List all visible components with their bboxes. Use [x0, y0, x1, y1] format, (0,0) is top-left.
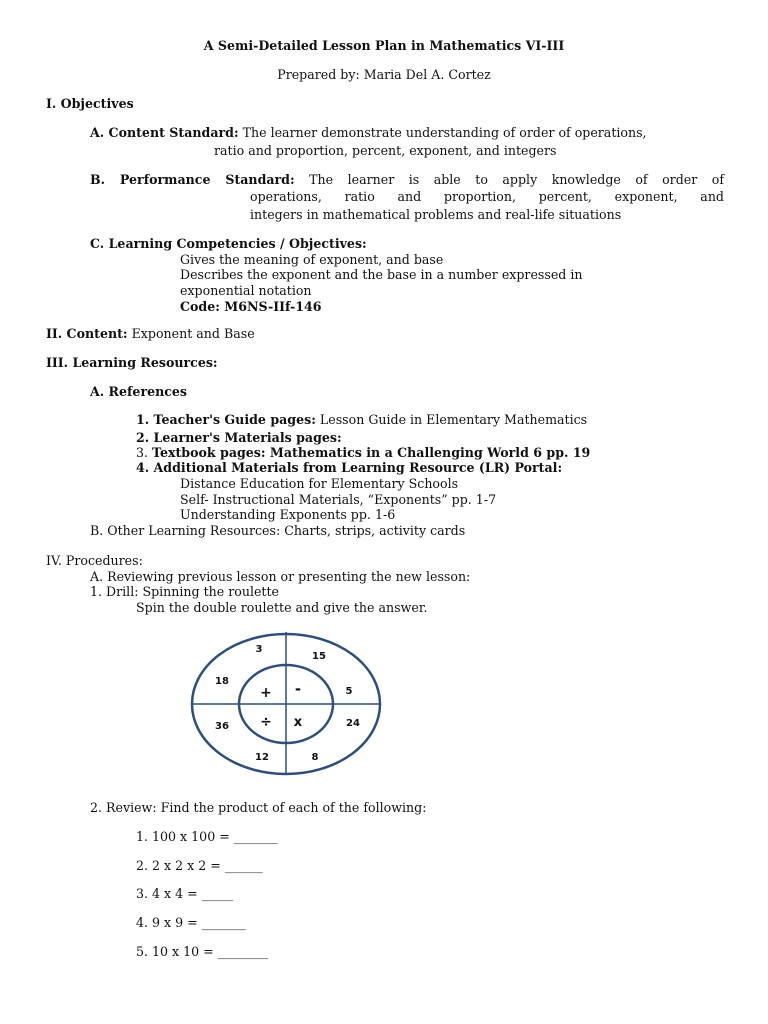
review-item: 2. 2 x 2 x 2 = ______: [136, 858, 263, 873]
prepared-by: Prepared by: Maria Del A. Cortez: [277, 67, 491, 82]
roulette-operator: x: [293, 715, 303, 730]
performance-standard-line3: integers in mathematical problems and real-life situations: [250, 207, 622, 222]
content-section: [46, 326, 255, 343]
additional-material-item: Self- Instructional Materials, “Exponents” pp. 1-7: [180, 492, 497, 507]
roulette-operator: +: [260, 685, 272, 701]
document-title: A Semi-Detailed Lesson Plan in Mathematics VI-III: [203, 38, 565, 53]
performance-standard-label: B. Performance Standard:: [90, 172, 295, 187]
roulette-number: 5: [345, 686, 353, 697]
roulette-number: 24: [346, 718, 360, 729]
content-standard-line2: ratio and proportion, percent, exponent, and integers: [214, 143, 557, 158]
objectives-heading: I. Objectives: [46, 96, 134, 111]
other-resources: B. Other Learning Resources: Charts, strips, activity cards: [90, 523, 466, 538]
drill-instruction: Spin the double roulette and give the answer.: [136, 600, 428, 615]
roulette-operator: -: [294, 680, 302, 698]
competency-item: Gives the meaning of exponent, and base: [180, 252, 444, 267]
competency-code: Code: M6NS-IIf-146: [180, 299, 322, 314]
content-standard-line1: [90, 125, 647, 142]
competency-item: exponential notation: [180, 283, 312, 298]
drill-title: 1. Drill: Spinning the roulette: [90, 584, 280, 599]
roulette-number: 12: [255, 752, 269, 763]
roulette-operator: ÷: [260, 714, 272, 730]
teachers-guide-line: [136, 412, 587, 429]
additional-material-item: Understanding Exponents pp. 1-6: [180, 507, 396, 522]
performance-standard-line1: [90, 172, 724, 189]
content-standard-text: The learner demonstrate understanding of order of operations,: [242, 125, 647, 140]
procedure-step-a: A. Reviewing previous lesson or presenting the new lesson:: [90, 569, 471, 584]
review-item: 3. 4 x 4 = _____: [136, 886, 234, 901]
roulette-number: 3: [255, 644, 263, 655]
content-value: Exponent and Base: [131, 326, 255, 341]
content-label: II. Content:: [46, 326, 128, 341]
roulette-number: 18: [215, 676, 229, 687]
textbook-num: 3.: [136, 445, 149, 460]
review-item: 1. 100 x 100 = _______: [136, 829, 278, 844]
performance-standard-text: The learner is able to apply knowledge of order of: [309, 172, 724, 187]
review-item: 5. 10 x 10 = ________: [136, 944, 269, 959]
teachers-guide-label: 1. Teacher's Guide pages:: [136, 412, 316, 427]
roulette-number: 8: [311, 752, 319, 763]
competency-item: Describes the exponent and the base in a number expressed in: [180, 267, 583, 282]
performance-standard-line2: operations, ratio and proportion, percent, exponent, and: [250, 189, 724, 204]
review-heading: 2. Review: Find the product of each of the following:: [90, 800, 427, 815]
references-label: A. References: [90, 384, 188, 399]
roulette-number: 36: [215, 721, 229, 732]
content-standard-label: A. Content Standard:: [90, 125, 239, 140]
textbook-label: Textbook pages: Mathematics in a Challenging World 6 pp. 19: [152, 445, 591, 460]
procedures-heading: IV. Procedures:: [46, 553, 143, 568]
roulette-number: 15: [312, 651, 326, 662]
teachers-guide-value: Lesson Guide in Elementary Mathematics: [319, 412, 588, 427]
competencies-label: C. Learning Competencies / Objectives:: [90, 236, 367, 251]
additional-material-item: Distance Education for Elementary Schools: [180, 476, 459, 491]
double-roulette-diagram: [190, 628, 382, 776]
learners-materials-label: 2. Learner's Materials pages:: [136, 430, 342, 445]
additional-materials-label: 4. Additional Materials from Learning Resource (LR) Portal:: [136, 460, 563, 475]
review-item: 4. 9 x 9 = _______: [136, 915, 246, 930]
resources-heading: III. Learning Resources:: [46, 355, 218, 370]
